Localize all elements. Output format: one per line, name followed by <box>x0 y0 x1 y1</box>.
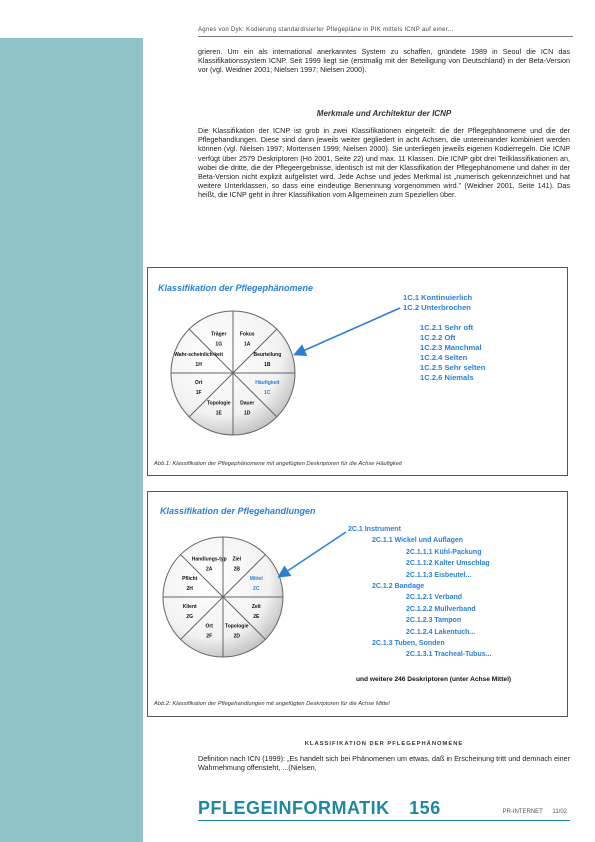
figure-1-subcode: 1C.2.1 Sehr oft <box>420 323 474 332</box>
figure-1-pie-segment-label: Häufigkeit <box>255 380 280 387</box>
figure-2-title: Klassifikation der Pflegehandlungen <box>160 506 316 516</box>
figure-2 <box>147 491 568 717</box>
figure-2-pie-segment-code: 2B <box>233 566 240 573</box>
figure-1-pie-segment-label: Topologie <box>207 400 231 407</box>
figure-2-pie-segment-label: Handlungs-typ <box>191 556 227 563</box>
figure-2-code-line: 2C.1.2.2 Mullverband <box>406 605 476 613</box>
footer-page-number: 156 <box>409 798 441 818</box>
intro-paragraph: grieren. Um ein als international anerkanntes System zu schaffen, gründete 1989 in Seoul die ICN das Klassifikationssystem ICNP. Seit 1999 liegt sie (erstmalig mit der Beteiligung von Deutschland) in der Beta-Version vor (vgl. Weidner 2001; Nielsen 1997; Nielsen 2000). <box>198 47 570 75</box>
figure-1-pie-segment-label: Dauer <box>240 400 255 407</box>
figure-2-pie-segment-code: 2A <box>206 566 213 573</box>
figure-2-pie-segment-label: Mittel <box>249 576 263 583</box>
left-color-bar <box>0 38 143 842</box>
figure-2-pie-segment-code: 2H <box>186 586 193 593</box>
figure-1-arrow <box>148 268 567 475</box>
figure-1-pie-segment-code: 1C <box>264 390 271 397</box>
figure-2-code-line: 2C.1.2.3 Tampon <box>406 617 462 625</box>
figure-2-code-line: 2C.1.2.1 Verband <box>406 594 463 602</box>
figure-1-subcode: 1C.2.4 Selten <box>420 353 468 362</box>
figure-2-pie-segment-label: Zeit <box>251 603 261 610</box>
figure-1-pie-segment-label: Wahr-scheinlich-keit <box>174 351 223 358</box>
figure-1-code: 1C.1 Kontinuierlich <box>403 293 473 302</box>
figure-1-subcode: 1C.2.2 Oft <box>420 333 456 342</box>
section-subheading: Merkmale und Architektur der ICNP <box>316 109 452 118</box>
figure-1-code: 1C.2 Unterbrochen <box>403 303 471 312</box>
figure-1-pie-segment-code: 1B <box>264 361 271 368</box>
figure-2-pie-segment-code: 2F <box>206 633 213 640</box>
figure-2-code-line: 2C.1.1.3 Eisbeutel... <box>406 571 472 579</box>
figure-2-caption: Abb.2: Klassifikation der Pflegehandlungen mit angefügten Deskriptoren für die Achse Mittel <box>154 701 390 707</box>
figure-2-footer-note: und weitere 246 Deskriptoren (unter Achse Mittel) <box>356 676 512 683</box>
figure-2-code-line: 2C.1.3.1 Tracheal-Tubus... <box>406 651 492 659</box>
figure-2-pie-segment-label: Ziel <box>232 556 242 563</box>
figure-1-pie-segment-code: 1G <box>215 341 223 348</box>
figure-2-code-line: 2C.1 Instrument <box>348 526 401 533</box>
figure-1-pie-segment-code: 1A <box>244 341 251 348</box>
figure-1-pie-segment-code: 1F <box>195 390 202 397</box>
running-header: Agnes von Dyk: Kodierung standardisierter Pflegepläne in PIK mittels ICNP auf einer... <box>198 27 573 37</box>
section-title: KLASSIFIKATION DER PFLEGEPHÄNOMENE <box>304 741 464 747</box>
figure-2-pie-segment-label: Klient <box>182 603 197 610</box>
figure-1-pie-segment-code: 1D <box>244 410 251 417</box>
figure-2-code-line: 2C.1.2 Bandage <box>372 583 425 590</box>
figure-1-pie-segment-label: Träger <box>211 331 227 338</box>
section-paragraph: Definition nach ICN (1999): „Es handelt sich bei Phänomenen um etwas, daß in Erscheinung tritt und demnach einer Wahrnehmung offensteht, ...(Nielsen, <box>198 754 570 773</box>
figure-1-pie-segment-code: 1H <box>195 361 202 368</box>
figure-2-code-line: 2C.1.1.1 Kühl-Packung <box>406 548 482 556</box>
figure-2-pie-segment-label: Pflicht <box>182 576 198 583</box>
figure-1-subcode: 1C.2.6 Niemals <box>420 373 474 382</box>
figure-2-code-line: 2C.1.1 Wickel und Auflagen <box>372 537 464 545</box>
figure-2-pie-segment-code: 2G <box>186 613 194 620</box>
footer-rule <box>198 820 570 821</box>
figure-2-pie-segment-code: 2D <box>233 633 240 640</box>
figure-1-subcode: 1C.2.5 Sehr selten <box>420 363 486 372</box>
figure-1-subcode: 1C.2.3 Manchmal <box>420 343 482 352</box>
figure-1-pie-segment-label: Fokus <box>239 331 255 338</box>
footer-journal: PR-INTERNET <box>502 809 543 815</box>
footer-issue: 11/02 <box>552 809 567 815</box>
figure-1-pie-segment-label: Beurteilung <box>253 351 282 358</box>
footer-issue-info <box>503 809 567 815</box>
body-paragraph: Die Klassifikation der ICNP ist grob in zwei Klassifikationen eingeteilt: die der Pflegephänomene und die der Pflegehandlungen. Diese sind dann jeweils weiter gegliedert in acht Achsen, die untereinander kombiniert werden können (vgl. Nielsen 1997; Mortensen 1999; Nielsen 2000). Sie unterliegen jeweils eigenen Kodierregeln. Die ICNP verfügt über 2579 Deskriptoren (Hö 2001, Seite 22) und max. 11 Klassen. Die ICNP gibt drei Teilklassifikationen an, wobei die dritte, die der Pflegeergebnisse, identisch ist mit der Klassifikation der Pflegephänomene und daher in der Beta-Version nicht explizit aufgelistet wird. Jede Achse und jedes Merkmal ist „numerisch gekennzeichnet und hat weitere Unterklassen, so dass eine eindeutige Benennung vorgenommen wird." (Weidner 2001, Seite 141). Das heißt, die ICNP geht in ihrer Klassifikation vom Allgemeinen zum Speziellen über. <box>198 126 570 200</box>
figure-1-pie-segment-code: 1E <box>215 410 222 417</box>
footer-series-title: PFLEGEINFORMATIK <box>198 798 390 818</box>
figure-2-code-line: 2C.1.1.2 Kalter Umschlag <box>406 560 490 568</box>
figure-1-pie-segment-label: Ort <box>194 380 203 387</box>
figure-1 <box>147 267 568 476</box>
figure-2-pie-segment-code: 2E <box>253 613 260 620</box>
figure-2-pie-segment-label: Ort <box>205 623 213 630</box>
figure-1-title: Klassifikation der Pflegephänomene <box>158 283 314 293</box>
figure-2-pie-segment-code: 2C <box>253 586 260 593</box>
figure-2-code-line: 2C.1.3 Tuben, Sonden <box>372 640 445 647</box>
figure-1-caption: Abb.1: Klassifikation der Pflegephänomene mit angefügten Deskriptoren für die Achse Häufigkeit <box>154 461 402 467</box>
footer-journal-title <box>198 798 441 819</box>
figure-2-code-line: 2C.1.2.4 Lakentuch... <box>406 628 476 636</box>
figure-2-pie-segment-label: Topologie <box>225 623 249 630</box>
